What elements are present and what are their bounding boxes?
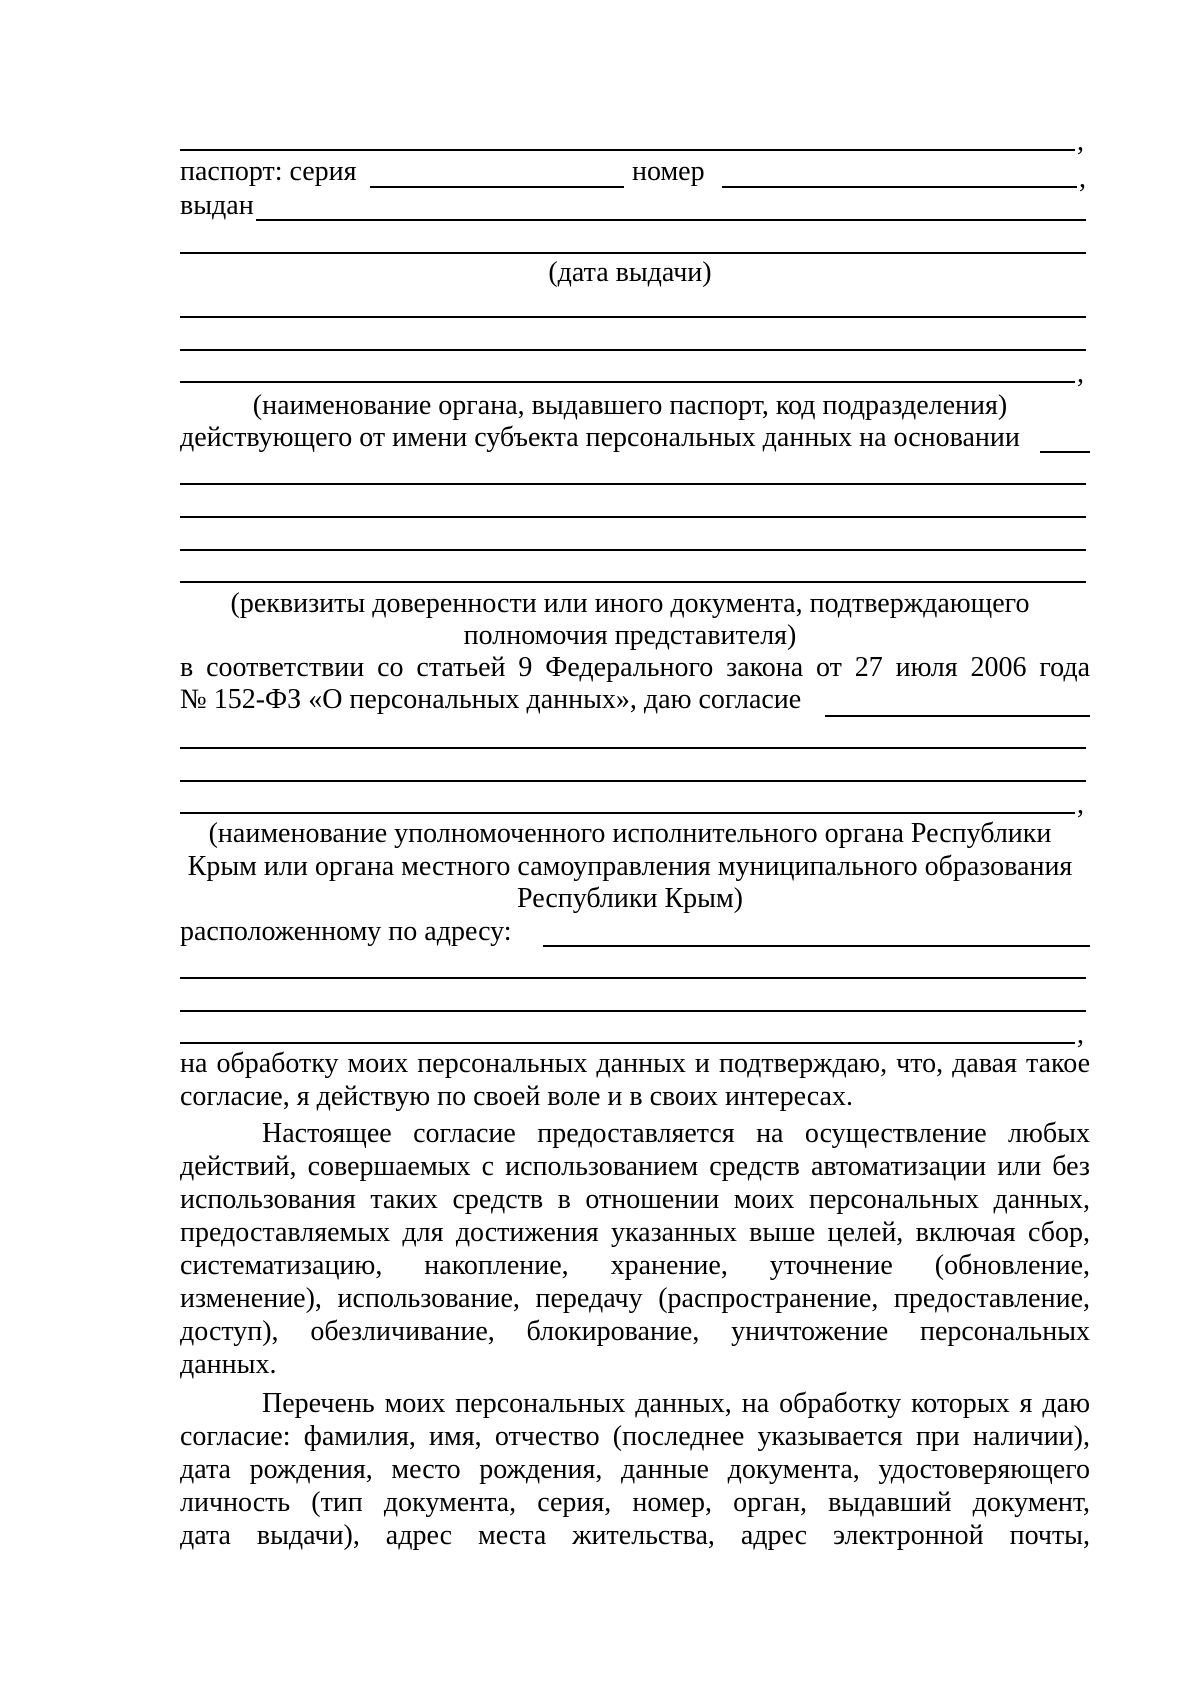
consent-recipient-field-line[interactable] [825,715,1090,717]
address-field-line[interactable] [180,977,1086,979]
consent-recipient-field-line[interactable] [180,780,1086,782]
issue-date-caption: (дата выдачи) [548,257,712,288]
paragraph-line: Настоящее согласие предоставляется на осуществление любых [262,1118,1090,1149]
passport-number-label: номер [632,156,705,187]
comma: , [1079,163,1086,194]
issuing-authority-field-line[interactable] [180,316,1086,318]
agency-caption: (наименование уполномоченного исполнительного органа Республики [208,818,1052,849]
issuing-authority-field-line[interactable] [180,349,1086,351]
law-reference-text: в соответствии со статьей 9 Федерального закона от 27 июля 2006 года [180,652,1090,683]
power-of-attorney-field-line[interactable] [180,516,1086,518]
paragraph-line: систематизацию, накопление, хранение, уточнение (обновление, [180,1250,1090,1281]
passport-series-label: паспорт: серия [180,156,357,187]
paragraph-line: изменение), использование, передачу (распространение, предоставление, [180,1283,1090,1314]
passport-series-field-line[interactable] [370,186,624,188]
comma: , [1077,789,1084,820]
consent-text: на обработку моих персональных данных и подтверждаю, что, давая такое [180,1048,1090,1079]
issued-by-field-line[interactable] [256,219,1086,221]
consent-recipient-field-line[interactable] [180,812,1075,814]
paragraph-line: предоставляемых для достижения указанных выше целей, включая сбор, [180,1217,1090,1248]
paragraph-line: личность (тип документа, серия, номер, орган, выдавший документ, [180,1487,1090,1518]
power-of-attorney-field-line[interactable] [180,581,1086,583]
agency-caption: Республики Крым) [517,883,743,914]
issuing-authority-field-line[interactable] [180,381,1075,383]
paragraph-line: доступ), обезличивание, блокирование, уничтожение персональных [180,1316,1090,1347]
acting-on-behalf-text: действующего от имени субъекта персональных данных на основании [180,422,1020,453]
paragraph-line: Перечень моих персональных данных, на обработку которых я даю [262,1388,1090,1419]
agency-caption: Крым или органа местного самоуправления муниципального образования [187,851,1073,882]
paragraph-line: действий, совершаемых с использованием средств автоматизации или без [180,1151,1090,1182]
consent-recipient-field-line[interactable] [180,747,1086,749]
comma: , [1077,126,1084,157]
paragraph-line: дата рождения, место рождения, данные документа, удостоверяющего [180,1454,1090,1485]
comma: , [1077,358,1084,389]
law-reference-text: № 152-ФЗ «О персональных данных», даю согласие [180,684,802,715]
issuing-authority-caption: (наименование органа, выдавшего паспорт, код подразделения) [252,390,1008,421]
power-of-attorney-caption: полномочия представителя) [463,620,797,651]
full-name-field-line[interactable] [180,149,1075,151]
paragraph-line: данных. [180,1349,277,1380]
paragraph-line: дата выдачи), адрес места жительства, адрес электронной почты, [180,1520,1090,1551]
paragraph-line: использования таких средств в отношении моих персональных данных, [180,1184,1090,1215]
power-of-attorney-field-line[interactable] [180,483,1086,485]
paragraph-line: согласие: фамилия, имя, отчество (последнее указывается при наличии), [180,1421,1090,1452]
address-field-line[interactable] [180,1042,1075,1044]
address-field-line[interactable] [543,945,1090,947]
consent-text: согласие, я действую по своей воле и в своих интересах. [180,1081,853,1112]
passport-number-field-line[interactable] [722,186,1077,188]
comma: , [1077,1019,1084,1050]
power-of-attorney-caption: (реквизиты доверенности или иного документа, подтверждающего [230,588,1030,619]
address-label: расположенному по адресу: [180,916,512,947]
basis-field-line[interactable] [1040,451,1090,453]
power-of-attorney-field-line[interactable] [180,549,1086,551]
issue-date-field-line[interactable] [180,252,1086,254]
issued-by-label: выдан [180,190,254,221]
address-field-line[interactable] [180,1010,1086,1012]
